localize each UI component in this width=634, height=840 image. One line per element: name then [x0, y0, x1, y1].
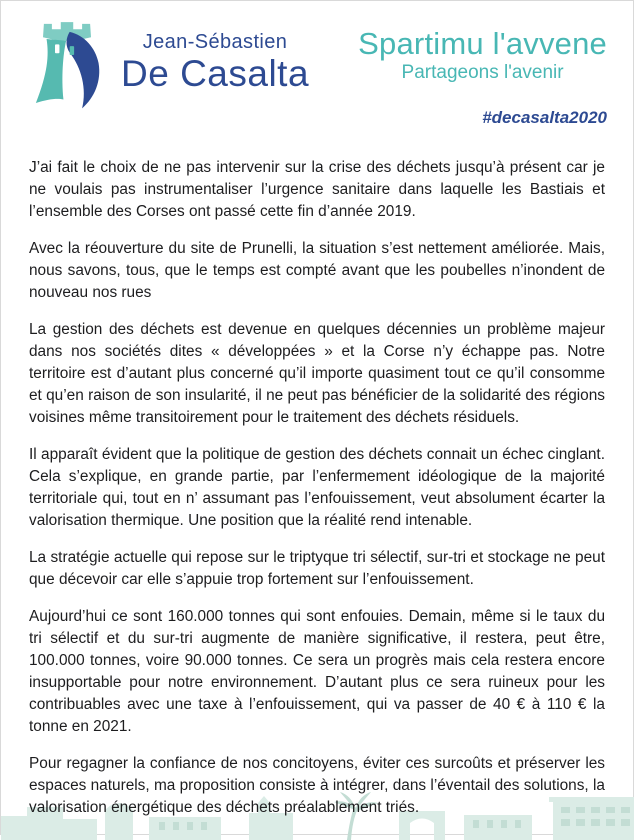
document-page: [1, 1, 633, 834]
candidate-brand: [21, 15, 309, 111]
campaign-hashtag: #decasalta2020: [482, 107, 607, 127]
paragraph: La gestion des déchets est devenue en quelques décennies un problème majeur dans nos sociétés dites « développées » et la Corse n’y échappe pas. Notre territoire est d’autant plus concerné qu’il importe quasiment tout ce qu’il consomme et qu’en raison de son insularité, il ne peut pas bénéficier de la solidarité des régions voisines même transitoirement pour le traitement des déchets résiduels.: [29, 321, 605, 426]
paragraph: La stratégie actuelle qui repose sur le triptyque tri sélectif, sur-tri et stockage ne peut que décevoir car elle s’appuie trop fortement sur l’enfouissement.: [29, 549, 605, 588]
slogan-french: Partageons l'avenir: [401, 62, 564, 84]
genoese-tower-logo-icon: [21, 15, 113, 111]
paragraph: Pour regagner la confiance de nos concitoyens, éviter ces surcoûts et préserver les espaces naturels, ma proposition consiste à intégrer, dans l’éventail des solutions, la valorisation énergétique des déchets préalablement triés.: [29, 755, 605, 816]
document-paragraphs: [29, 157, 605, 834]
candidate-name: [121, 15, 309, 96]
paragraph: Il apparaît évident que la politique de gestion des déchets connait un échec cinglant. Cela s’explique, en grande partie, par l’enfermement idéologique de la majorité territoriale qui, tout en n’ assumant pas l’enfouissement, veut absolument écarter la valorisation thermique. Une position que la réalité rend intenable.: [29, 446, 605, 529]
paragraph: Aujourd’hui ce sont 160.000 tonnes qui sont enfouies. Demain, même si le taux du tri sélectif et du sur-tri augmente de manière significative, il restera, peut être, 100.000 tonnes, voire 90.000 tonnes. Ce sera un progrès mais cela restera encore insupportable pour notre environnement. D’autant plus ce sera ruineux pour les contribuables avec une taxe à l’enfouissement, qui va passer de 40 € à 110 € la tonne en 2021.: [29, 608, 605, 735]
campaign-slogans: [358, 15, 607, 128]
paragraph: Avec la réouverture du site de Prunelli, la situation s’est nettement améliorée. Mais, nous savons, tous, que le temps est compté avant que les poubelles n’inondent de nouveau nos rues: [29, 240, 605, 301]
slogan-corsican: Spartimu l'avvene: [358, 26, 607, 61]
paragraph: J’ai fait le choix de ne pas intervenir sur la crise des déchets jusqu’à présent car je ne voulais pas instrumentaliser l’urgence sanitaire dans laquelle les Bastiais et l’ensemble des Corses ont passé cette fin d’année 2019.: [29, 159, 605, 220]
header: [1, 1, 633, 128]
candidate-first-name: Jean-Sébastien: [142, 31, 288, 53]
candidate-last-name: De Casalta: [121, 53, 310, 94]
